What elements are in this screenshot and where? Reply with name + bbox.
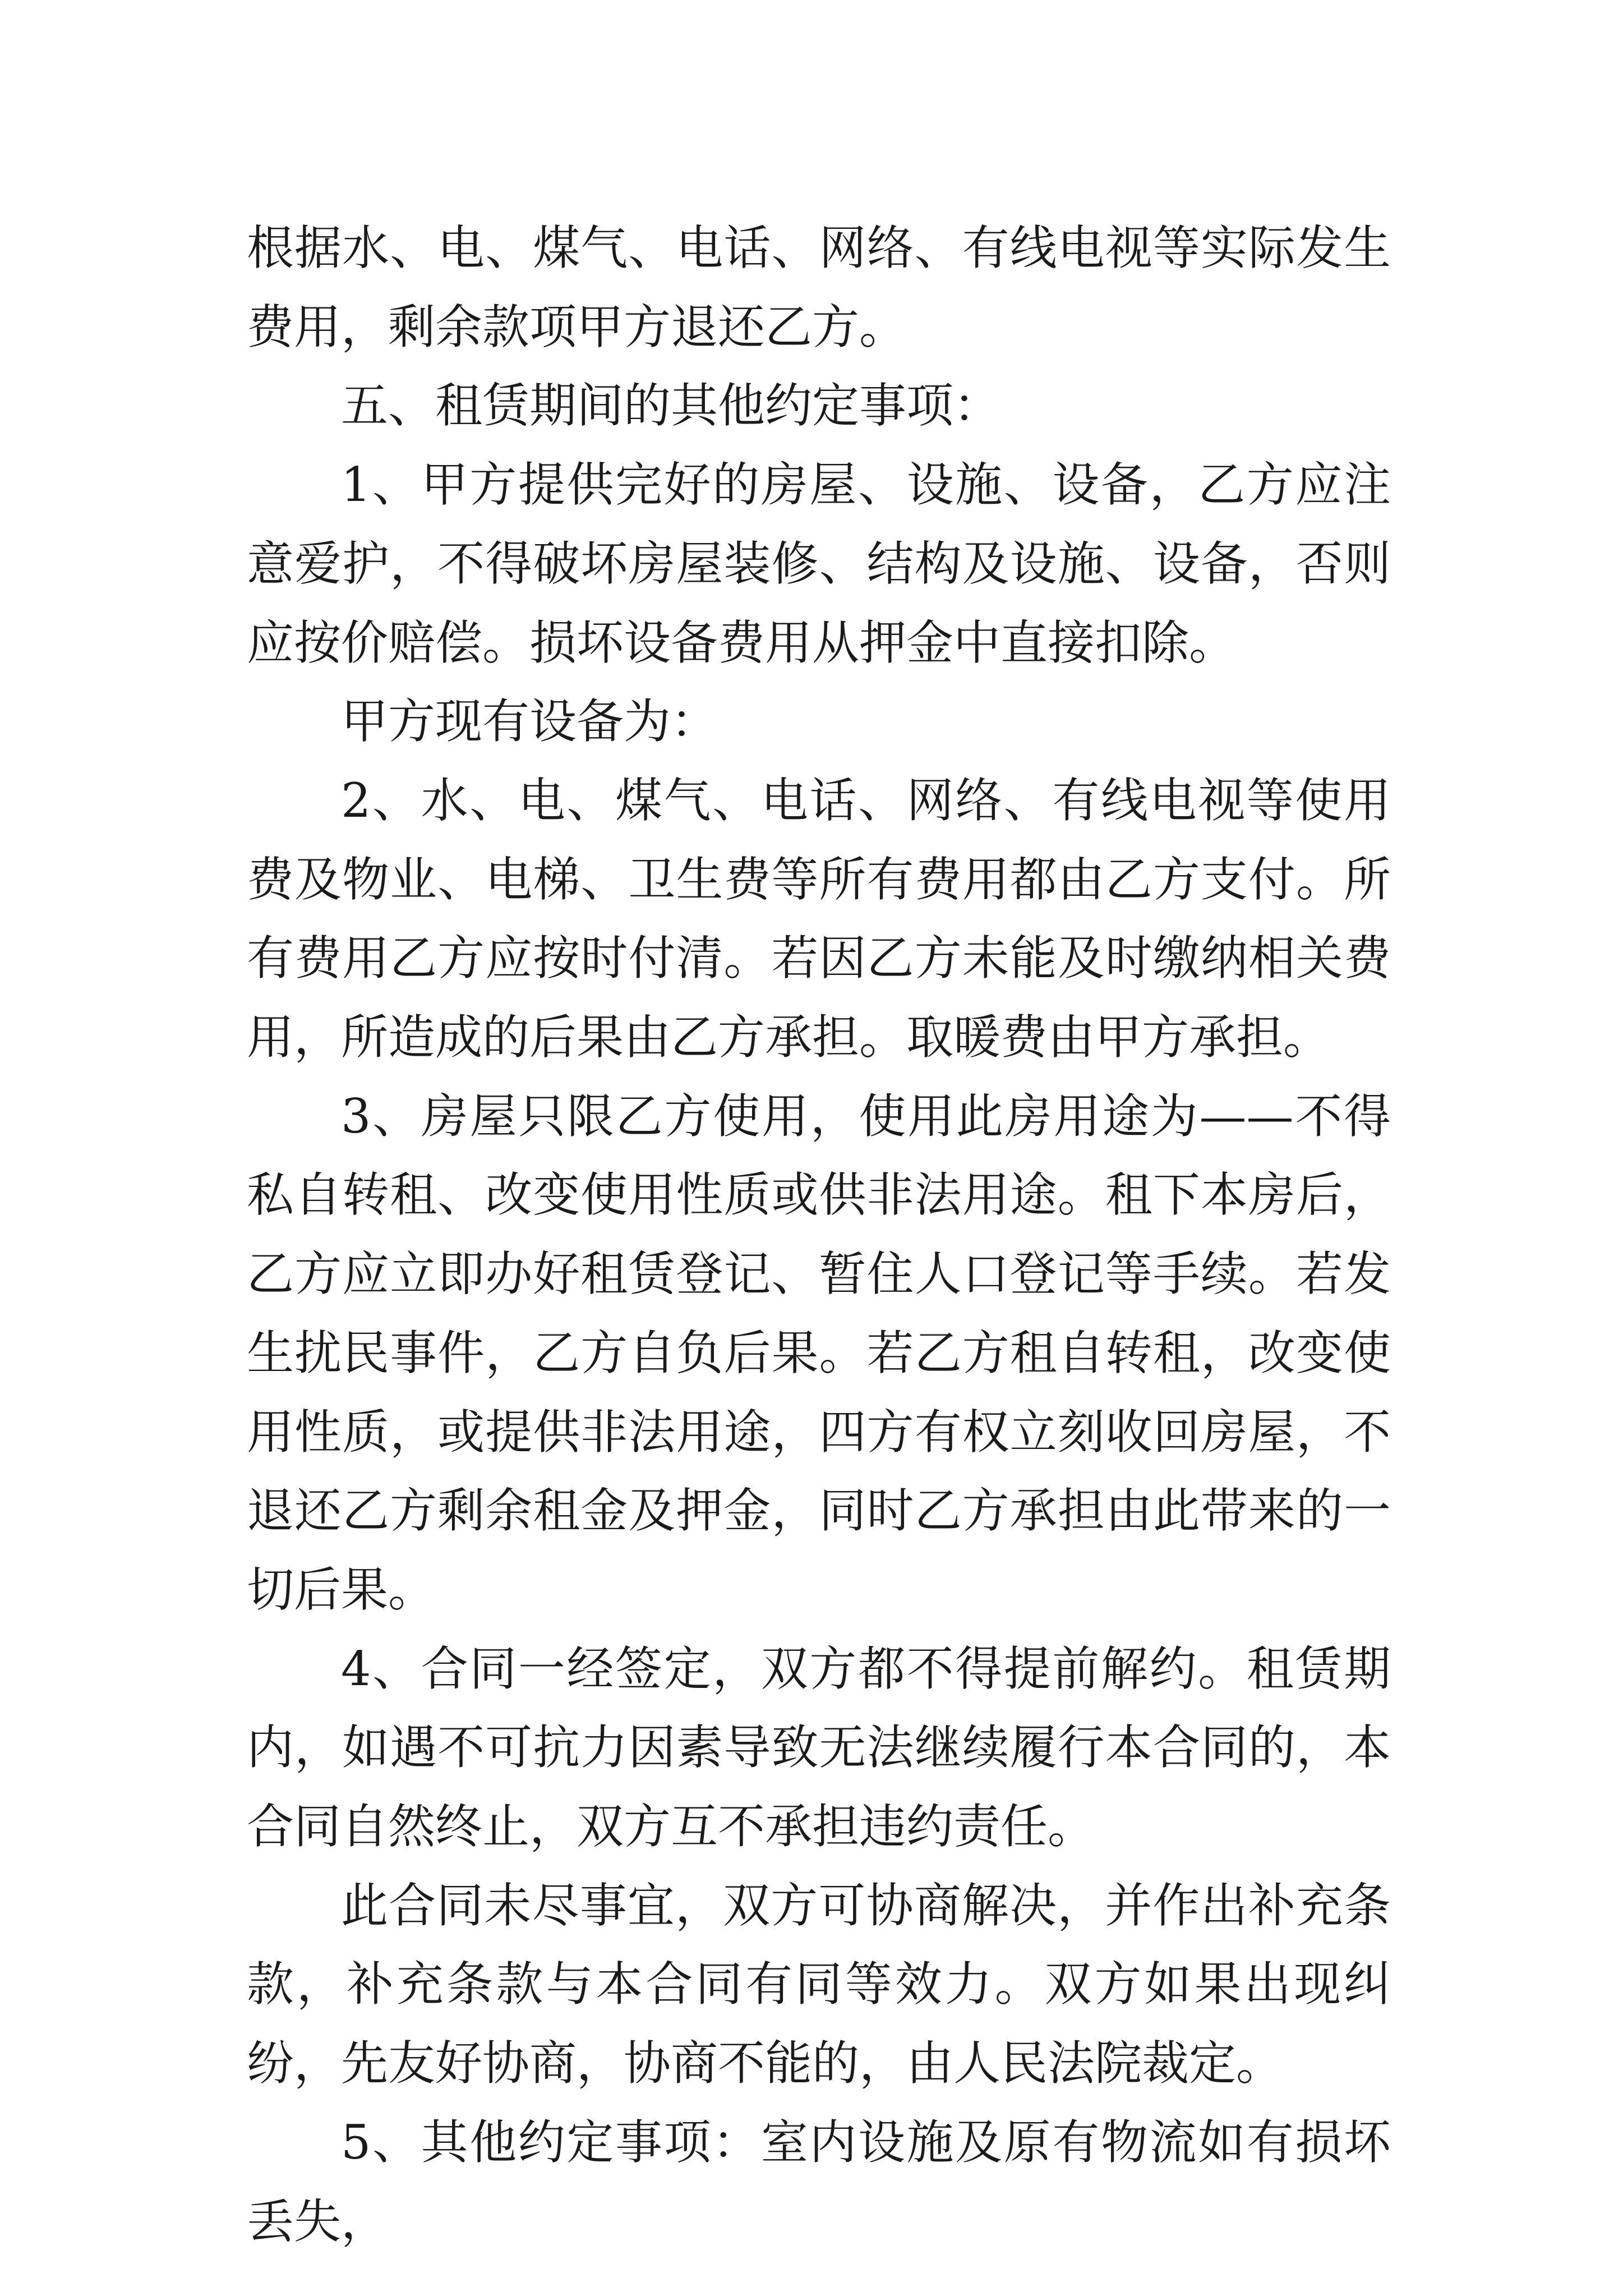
paragraph-fee-refund: 根据水、电、煤气、电话、网络、有线电视等实际发生费用，剩余款项甲方退还乙方。 xyxy=(247,220,1391,355)
clause-4-termination: 4、合同一经签定，双方都不得提前解约。租赁期内，如遇不可抗力因素导致无法继续履行本合同的，本合同自然终止，双方互不承担违约责任。 xyxy=(247,1641,1391,1855)
clause-2-utility-fees: 2、水、电、煤气、电话、网络、有线电视等使用费及物业、电梯、卫生费等所有费用都由乙方支付。所有费用乙方应按时付清。若因乙方未能及时缴纳相关费用，所造成的后果由乙方承担。取暖费由甲方承担。 xyxy=(247,772,1391,1065)
clause-5-other-terms: 5、其他约定事项：室内设施及原有物流如有损坏丢失， xyxy=(247,2114,1391,2249)
clause-1-facilities: 1、甲方提供完好的房屋、设施、设备，乙方应注意爱护，不得破坏房屋装修、结构及设施、设备，否则应按价赔偿。损坏设备费用从押金中直接扣除。 xyxy=(247,457,1391,670)
section-heading-other-terms: 五、租赁期间的其他约定事项： xyxy=(341,378,1001,434)
document-body xyxy=(247,209,1391,2261)
paragraph-supplementary-terms: 此合同未尽事宜，双方可协商解决，并作出补充条款，补充条款与本合同有同等效力。双方如果出现纠纷，先友好协商，协商不能的，由人民法院裁定。 xyxy=(247,1878,1391,2091)
clause-3-usage: 3、房屋只限乙方使用，使用此房用途为——不得私自转租、改变使用性质或供非法用途。租下本房后，乙方应立即办好租赁登记、暂住人口登记等手续。若发生扰民事件，乙方自负后果。若乙方租自转租，改变使用性质，或提供非法用途，四方有权立刻收回房屋，不退还乙方剩余租金及押金，同时乙方承担由此带来的一切后果。 xyxy=(247,1088,1391,1617)
paragraph-existing-equipment: 甲方现有设备为： xyxy=(341,694,718,749)
